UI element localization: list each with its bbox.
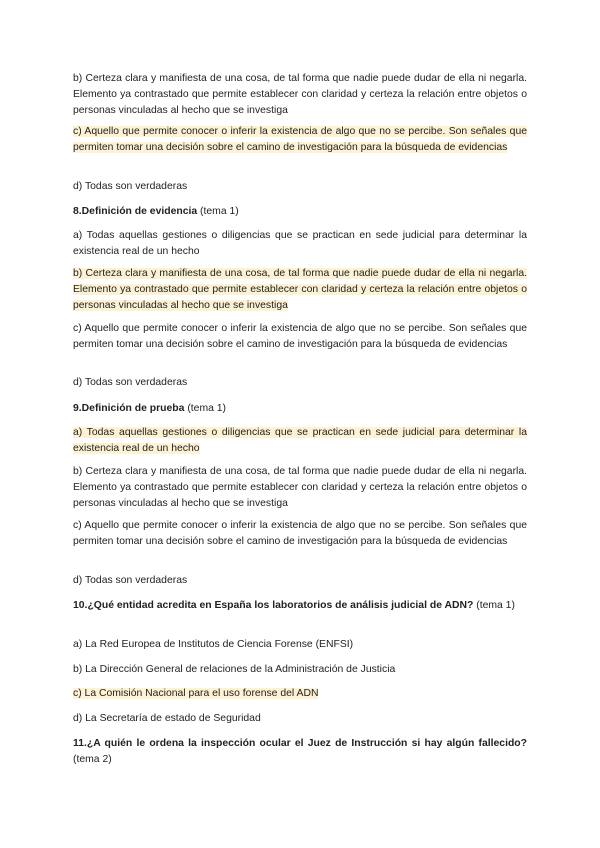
question-8-title: 8.Definición de evidencia [73,206,198,217]
question-9-heading [73,401,527,417]
question-8-option-b-answer [73,266,527,314]
option-b-prev: b) Certeza clara y manifiesta de una cosa, de tal forma que nadie puede dudar de ella ni negarla. Elemento ya contrastado que permite establecer con claridad y certeza la relación entre objetos o personas vinculadas al hecho que se investiga [73,73,527,116]
question-11-title: 11.¿A quién le ordena la inspección ocular el Juez de Instrucción si hay algún fallecido? [73,738,527,749]
question-8-tema: (tema 1) [200,206,239,217]
question-9-option-b: b) Certeza clara y manifiesta de una cosa, de tal forma que nadie puede dudar de ella ni negarla. Elemento ya contrastado que permite establecer con claridad y certeza la relación entre objetos o personas vinculadas al hecho que se investiga [73,466,527,509]
question-8-option-a: a) Todas aquellas gestiones o diligencias que se practican en sede judicial para determinar la existencia real de un hecho [73,230,527,257]
question-8-option-d: d) Todas son verdaderas [73,377,188,388]
question-10-option-d: d) La Secretaría de estado de Seguridad [73,713,261,724]
answer-highlight: b) Certeza clara y manifiesta de una cosa, de tal forma que nadie puede dudar de ella ni negarla. Elemento ya contrastado que permite establecer con claridad y certeza la relación entre objetos o personas vinculadas al hecho que se investiga [73,268,527,311]
question-11-tema: (tema 2) [73,754,112,765]
question-9-option-a-answer [73,425,527,457]
question-10-title: 10.¿Qué entidad acredita en España los laboratorios de análisis judicial de ADN? [73,600,474,611]
question-10-heading [73,598,527,614]
question-10-option-c-answer [73,686,527,702]
question-10-option-b: b) La Dirección General de relaciones de la Administración de Justicia [73,664,396,675]
question-9-option-c: c) Aquello que permite conocer o inferir la existencia de algo que no se percibe. Son señales que permiten tomar una decisión sobre el camino de investigación para la búsqueda de evidencias [73,520,527,547]
answer-highlight: c) Aquello que permite conocer o inferir la existencia de algo que no se percibe. Son señales que permiten tomar una decisión sobre el camino de investigación para la búsqueda de evidencias [73,126,527,153]
question-9-tema: (tema 1) [187,403,227,414]
question-10-tema: (tema 1) [476,600,515,611]
answer-highlight: a) Todas aquellas gestiones o diligencias que se practican en sede judicial para determinar la existencia real de un hecho [73,427,527,454]
option-d-prev: d) Todas son verdaderas [73,181,188,192]
question-8-heading [73,204,527,220]
question-10-option-a: a) La Red Europea de Institutos de Ciencia Forense (ENFSI) [73,639,354,650]
question-9-title: 9.Definición de prueba [73,403,185,414]
question-11-heading [73,736,527,768]
question-8-option-c: c) Aquello que permite conocer o inferir la existencia de algo que no se percibe. Son señales que permiten tomar una decisión sobre el camino de investigación para la búsqueda de evidencias [73,323,527,350]
answer-highlight: c) La Comisión Nacional para el uso forense del ADN [73,688,319,699]
question-9-option-d: d) Todas son verdaderas [73,575,188,586]
option-c-prev-answer [73,124,527,156]
